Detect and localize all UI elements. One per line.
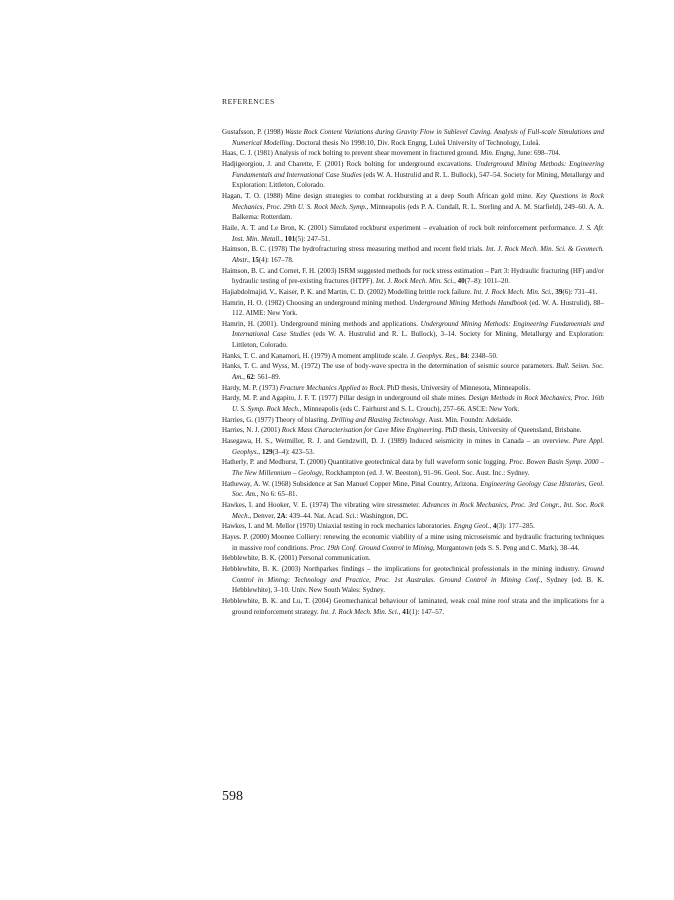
- reference-text: : 2348–50.: [467, 351, 498, 360]
- reference-source-title: Proc. Bowen Basin Symp. 2000 – The New Millennium – Geology: [232, 458, 604, 477]
- reference-entry: [222, 298, 604, 319]
- reference-entry: [222, 521, 604, 532]
- reference-entry: [222, 361, 604, 382]
- reference-text: (3–4): 423–53.: [272, 447, 315, 456]
- reference-volume: 129: [261, 447, 273, 456]
- reference-text: Harries, G. (1977) Theory of blasting.: [222, 415, 331, 424]
- reference-entry: [222, 244, 604, 265]
- reference-text: ,: [398, 607, 403, 616]
- reference-text: , Sydney (ed. B. K. Hebblewhite), 3–10. Univ. New South Wales: Sydney.: [232, 575, 604, 595]
- reference-source-title: Fracture Mechanics Applied to Rock: [279, 383, 384, 392]
- reference-text: Hebblewhite, B. K. and Lu, T. (2004) Geomechanical behaviour of laminated, weak coal mine roof strata and the implications for a ground reinforcement strategy.: [222, 596, 604, 616]
- reference-entry: [222, 436, 604, 457]
- reference-text: Hadjigeorgiou, J. and Charette, F. (2001) Rock bolting for underground excavations.: [222, 159, 476, 168]
- reference-text: Hatheway, A. W. (1968) Subsidence at San Manuel Copper Mine, Pinal Country, Arizona.: [222, 479, 481, 488]
- reference-entry: [222, 319, 604, 351]
- reference-text: Hajiabdolmajid, V., Kaiser, P. K. and Martin, C. D. (2002) Modelling brittle rock failure.: [222, 287, 474, 296]
- reference-text: ,: [281, 234, 285, 243]
- reference-text: Hardy, M. P. and Agapito, J. F. T. (1977) Pillar design in underground oil shale mines.: [222, 394, 469, 403]
- reference-entry: [222, 564, 604, 596]
- reference-source-title: Underground Mining Methods Handbook: [409, 298, 528, 307]
- reference-entry: [222, 159, 604, 191]
- reference-source-title: Drilling and Blasting Technology: [330, 415, 426, 424]
- reference-source-title: Design Methods in Rock Mechanics, Proc. 16th U. S. Symp. Rock Mech.: [232, 394, 604, 414]
- reference-text: Hamrin, H. O. (1982) Choosing an underground mining method.: [222, 298, 410, 307]
- reference-entry: [222, 393, 604, 414]
- reference-text: : 561–89.: [253, 373, 281, 382]
- reference-text: (eds W. A. Hustrulid and R. L. Bullock), 547–54. Society for Mining, Metallurgy and Exploration: Littleton, Colorado.: [232, 170, 604, 190]
- reference-entry: [222, 266, 604, 287]
- reference-source-title: Proc. 19th Conf. Ground Control in Mining: [310, 543, 434, 552]
- reference-entry: [222, 383, 604, 394]
- reference-volume: 15: [251, 255, 259, 264]
- reference-list: [222, 127, 604, 617]
- reference-text: . PhD thesis, University of Queensland, Brisbane.: [441, 426, 582, 435]
- reference-volume: 84: [460, 351, 468, 360]
- reference-text: Hawkes, I. and Hooker, V. E. (1974) The vibrating wire stressmeter.: [222, 500, 423, 509]
- reference-text: Haile, A. T. and Le Bron, K. (2001) Simulated rockburst experiment – evaluation of rock bolt reinforcement performance.: [222, 223, 580, 232]
- reference-text: (eds W. A. Hustrulid and R. L. Bullock), 3–14. Society for Mining, Metallurgy and Exploration: Littleton, Colorado.: [232, 330, 604, 350]
- reference-text: ,: [457, 351, 461, 360]
- reference-entry: [222, 415, 604, 426]
- reference-text: Hebblewhite, B. K. (2001) Personal communication.: [222, 554, 371, 563]
- reference-source-title: Underground Mining Methods: Engineering Fundamentals and International Case Studies: [232, 159, 605, 179]
- reference-entry: [222, 457, 604, 478]
- running-head: REFERENCES: [222, 97, 275, 106]
- page-number: 598: [222, 789, 243, 804]
- reference-source-title: Min. Engng: [480, 149, 514, 158]
- reference-entry: [222, 596, 604, 617]
- reference-source-title: Key Questions in Rock Mechanics, Proc. 29th U. S. Rock Mech. Symp.: [232, 191, 604, 211]
- reference-volume: 101: [284, 234, 296, 243]
- reference-source-title: Rock Mass Characterisation for Cave Mine Engineering: [281, 426, 442, 435]
- reference-text: (7–8): 1011–20.: [464, 277, 510, 286]
- reference-text: , Minneapolis (eds P. A. Cundall, R. L. Sterling and A. M. Starfield), 249–60. A. A. Balkema: Rotterdam.: [232, 202, 604, 222]
- reference-text: . Doctoral thesis No 1998:10, Div. Rock Engng, Luleå University of Technology, Luleå.: [292, 138, 541, 147]
- reference-text: ,: [454, 277, 458, 286]
- reference-entry: [222, 191, 604, 223]
- reference-text: ,: [243, 373, 247, 382]
- reference-text: Gustafsson, P. (1998): [222, 128, 286, 136]
- reference-source-title: Int. J. Rock Mech. Min. Sci.: [375, 277, 455, 286]
- reference-text: ,: [248, 255, 252, 264]
- reference-text: : 439–44. Nat. Acad. Sci.: Washington, DC.: [285, 511, 409, 520]
- reference-text: Haimson, B. C. (1978) The hydrofracturing stress measuring method and recent field trials.: [222, 245, 486, 254]
- reference-source-title: Engineering Geology Case Histories, Geol. Soc. Am.: [232, 479, 604, 499]
- reference-text: . PhD thesis, University of Minnesota, Minneapolis.: [383, 383, 531, 392]
- reference-text: (6): 731–41.: [562, 287, 598, 296]
- reference-text: Hatherly, P. and Medhurst, T. (2000) Quantitative geotechnical data by full waveform sonic logging.: [222, 458, 510, 467]
- reference-text: , Morgantown (eds S. S. Peng and C. Mark), 38–44.: [433, 543, 580, 552]
- reference-text: Hayes. P. (2000) Moonee Colliery: renewing the economic viability of a mine using microseismic and hydraulic fracturing techniques in massive roof conditions.: [222, 532, 604, 552]
- reference-text: ,: [258, 447, 262, 456]
- reference-source-title: J. Geophys. Res.: [410, 351, 457, 360]
- reference-entry: [222, 479, 604, 500]
- reference-source-title: Ground Control in Mining: Technology and Practice, Proc. 1st Australas. Ground Control in Mining Conf.: [232, 564, 604, 584]
- reference-source-title: Bull. Seism. Soc. Am.: [232, 362, 604, 382]
- reference-text: , June: 698–704.: [513, 149, 561, 158]
- reference-text: Harries, N. J. (2001): [222, 426, 282, 435]
- reference-entry: [222, 553, 604, 564]
- reference-source-title: Pure Appl. Geophys.: [232, 437, 604, 456]
- reference-source-title: Int. J. Rock Mech. Min. Sci.: [320, 607, 399, 616]
- reference-volume: 41: [402, 607, 410, 616]
- reference-entry: [222, 287, 604, 298]
- reference-text: Hardy, M. P. (1973): [222, 383, 280, 392]
- reference-text: Hanks, T. C. and Kanamori, H. (1979) A moment amplitude scale.: [222, 351, 411, 360]
- reference-text: Haas, C. J. (1981) Analysis of rock bolting to prevent shear movement in fractured ground.: [222, 149, 481, 158]
- reference-text: , No 6: 65–81.: [256, 490, 298, 499]
- reference-text: , Denver,: [249, 511, 277, 520]
- reference-text: Hamrin, H. (2001). Underground mining methods and applications.: [222, 319, 421, 328]
- reference-source-title: Advances in Rock Mechanics, Proc. 3rd Congr., Int. Soc. Rock Mech.: [232, 500, 605, 520]
- reference-text: (4): 167–78.: [258, 255, 294, 264]
- reference-entry: [222, 351, 604, 362]
- reference-volume: 2A: [276, 511, 286, 520]
- reference-text: (3): 177–285.: [496, 522, 535, 531]
- reference-text: Hanks, T. C. and Wyss, M. (1972) The use of body-wave spectra in the determination of seismic source parameters.: [222, 362, 557, 371]
- reference-volume: 4: [492, 522, 497, 531]
- reference-text: (5): 247–51.: [295, 234, 331, 243]
- reference-text: . Aust. Min. Foundn: Adelaide.: [425, 415, 513, 424]
- reference-text: Hagan, T. O. (1988) Mine design strategies to combat rockbursting at a deep South African gold mine.: [222, 191, 536, 200]
- reference-text: (1): 147–57.: [409, 607, 445, 616]
- reference-text: (ed. W. A. Hustrulid), 88–112. AIME: New York.: [232, 298, 604, 318]
- reference-source-title: Int. J. Rock Mech. Min. Sci. & Geomech. Abstr.: [232, 245, 604, 264]
- reference-source-title: Int. J. Rock Mech. Min. Sci.: [473, 287, 552, 296]
- reference-text: Hawkes, I. and M. Mellor (1970) Uniaxial testing in rock mechanics laboratories.: [222, 522, 454, 531]
- reference-text: Hasegawa, H. S., Wetmiller, R. J. and Gendzwill, D. J. (1989) Induced seismicity in mines in Canada – an overview.: [222, 437, 573, 446]
- reference-entry: [222, 425, 604, 436]
- reference-volume: 40: [457, 277, 465, 286]
- reference-text: Haimson, B. C. and Cornet, F. H. (2003) ISRM suggested methods for rock stress estimation – Part 3: Hydraulic fracturing (HF) and/or hydraulic testing of pre-existing fractures (HTPF).: [222, 266, 604, 286]
- reference-entry: [222, 127, 604, 148]
- reference-entry: [222, 532, 604, 553]
- reference-text: ,: [551, 287, 556, 296]
- reference-volume: 62: [246, 373, 254, 382]
- reference-volume: 39: [555, 287, 563, 296]
- reference-text: , Minneapolis (eds C. Fairhurst and S. L. Crouch), 257–66. ASCE: New York.: [299, 405, 520, 414]
- reference-text: , Rockhampton (ed. J. W. Beeston), 91–96. Geol. Soc. Aust. Inc.: Sydney.: [322, 469, 530, 477]
- reference-source-title: Engng Geol.: [453, 522, 490, 531]
- reference-source-title: Underground Mining Methods: Engineering Fundamentals and International Case Studies: [232, 319, 604, 339]
- reference-text: Hebblewhite, B. K. (2003) Northparkes findings – the implications for geotechnical professionals in the mining industry.: [222, 564, 583, 573]
- reference-entry: [222, 500, 604, 521]
- reference-entry: [222, 148, 604, 159]
- reference-entry: [222, 223, 604, 244]
- reference-source-title: Waste Rock Content Variations during Gravity Flow in Sublevel Caving. Analysis of Full-scale Simulations and Numerical Modelling: [232, 128, 604, 147]
- reference-text: ,: [489, 522, 493, 531]
- reference-source-title: J. S. Afr. Inst. Min. Metall.: [232, 223, 604, 243]
